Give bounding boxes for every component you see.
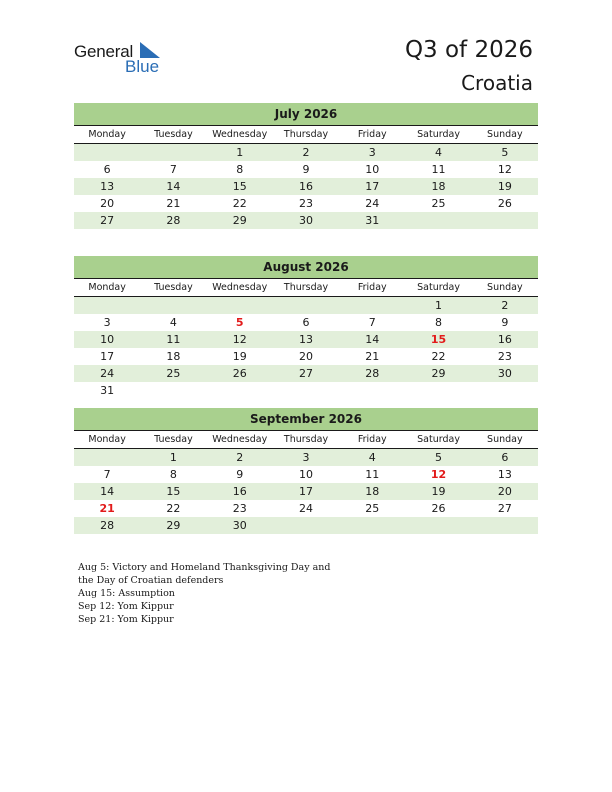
day-cell: 25: [431, 197, 446, 210]
week-row: [74, 483, 538, 500]
day-cell: 28: [166, 214, 181, 227]
week-row: [74, 212, 538, 229]
day-cell: 22: [232, 197, 247, 210]
day-cell: 14: [365, 333, 380, 346]
day-cell: 13: [497, 468, 512, 481]
weekday-label: Saturday: [417, 129, 460, 140]
day-cell: 11: [166, 333, 181, 346]
week-row: [74, 195, 538, 212]
day-cell: 2: [236, 451, 244, 464]
day-cell: 22: [431, 350, 446, 363]
day-cell: [273, 382, 339, 399]
day-cell: [74, 449, 140, 466]
day-cell: 5: [235, 316, 244, 329]
weekday-label: Saturday: [417, 434, 460, 445]
day-cell: 27: [497, 502, 512, 515]
logo-word-blue: Blue: [125, 57, 160, 76]
day-cell: 18: [166, 350, 181, 363]
day-cell: 23: [232, 502, 247, 515]
day-cell: 15: [430, 333, 447, 346]
day-cell: 16: [497, 333, 512, 346]
day-cell: 20: [100, 197, 115, 210]
day-cell: 8: [435, 316, 443, 329]
weekday-label: Sunday: [487, 282, 523, 293]
day-cell: 16: [298, 180, 313, 193]
day-cell: 8: [169, 468, 177, 481]
month-title: July 2026: [74, 103, 538, 126]
day-cell: 21: [365, 350, 380, 363]
day-cell: [472, 382, 538, 399]
month-calendar-july: [74, 103, 538, 229]
weekday-header-row: [74, 126, 538, 144]
day-cell: 17: [298, 485, 313, 498]
week-row: [74, 161, 538, 178]
logo-word-general: General: [74, 42, 134, 61]
day-cell: 4: [368, 451, 376, 464]
day-cell: 30: [298, 214, 313, 227]
day-cell: 26: [232, 367, 247, 380]
day-cell: [74, 144, 140, 161]
day-cell: 3: [368, 146, 376, 159]
weekday-header-row: [74, 431, 538, 449]
weekday-label: Sunday: [487, 434, 523, 445]
weekday-label: Thursday: [283, 282, 329, 293]
day-cell: [140, 382, 206, 399]
weekday-label: Tuesday: [154, 129, 193, 140]
day-cell: [339, 382, 405, 399]
month-title: August 2026: [74, 256, 538, 279]
week-row: [74, 178, 538, 195]
week-row: [74, 466, 538, 483]
day-cell: 15: [232, 180, 247, 193]
day-cell: 2: [501, 299, 509, 312]
weekday-label: Tuesday: [154, 434, 193, 445]
day-cell: 1: [169, 451, 177, 464]
week-row: [74, 314, 538, 331]
day-cell: [207, 297, 273, 314]
weekday-label: Thursday: [283, 434, 329, 445]
day-cell: 31: [365, 214, 380, 227]
weekday-label: Friday: [357, 434, 387, 445]
weekday-label: Wednesday: [212, 434, 268, 445]
day-cell: [339, 297, 405, 314]
day-cell: 9: [236, 468, 244, 481]
day-cell: 6: [103, 163, 111, 176]
day-cell: 29: [431, 367, 446, 380]
day-cell: 10: [365, 163, 380, 176]
day-cell: 28: [100, 519, 115, 532]
day-cell: [273, 297, 339, 314]
weekday-label: Wednesday: [212, 282, 268, 293]
day-cell: 19: [497, 180, 512, 193]
day-cell: 22: [166, 502, 181, 515]
day-cell: 10: [100, 333, 115, 346]
day-cell: 5: [501, 146, 509, 159]
country-name: Croatia: [461, 71, 533, 95]
weekday-label: Friday: [357, 282, 387, 293]
day-cell: [339, 517, 405, 534]
weekday-label: Thursday: [283, 129, 329, 140]
day-cell: 24: [298, 502, 313, 515]
day-cell: 3: [103, 316, 111, 329]
week-row: [74, 348, 538, 365]
day-cell: 12: [232, 333, 247, 346]
day-cell: 19: [431, 485, 446, 498]
day-cell: 29: [166, 519, 181, 532]
day-cell: 31: [100, 384, 115, 397]
holiday-note: Sep 21: Yom Kippur: [78, 614, 174, 625]
day-cell: 13: [298, 333, 313, 346]
day-cell: 11: [365, 468, 380, 481]
day-cell: 13: [100, 180, 115, 193]
day-cell: 7: [103, 468, 111, 481]
day-cell: 4: [435, 146, 443, 159]
day-cell: 24: [100, 367, 115, 380]
day-cell: [472, 517, 538, 534]
day-cell: [405, 382, 471, 399]
day-cell: 18: [365, 485, 380, 498]
week-row: [74, 297, 538, 314]
week-row: [74, 449, 538, 466]
day-cell: 29: [232, 214, 247, 227]
day-cell: 21: [166, 197, 181, 210]
day-cell: 14: [100, 485, 115, 498]
holiday-notes: [78, 561, 378, 626]
day-cell: 6: [501, 451, 509, 464]
day-cell: 27: [298, 367, 313, 380]
day-cell: 3: [302, 451, 310, 464]
day-cell: 11: [431, 163, 446, 176]
day-cell: 2: [302, 146, 310, 159]
day-cell: 25: [365, 502, 380, 515]
holiday-note: Aug 5: Victory and Homeland Thanksgiving Day and: [78, 562, 331, 573]
weekday-label: Sunday: [487, 129, 523, 140]
day-cell: 18: [431, 180, 446, 193]
weekday-label: Monday: [88, 434, 126, 445]
weekday-label: Wednesday: [212, 129, 268, 140]
holiday-note: Sep 12: Yom Kippur: [78, 601, 174, 612]
holiday-note: Aug 15: Assumption: [78, 588, 175, 599]
day-cell: 20: [497, 485, 512, 498]
week-row: [74, 331, 538, 348]
week-row: [74, 517, 538, 534]
day-cell: 1: [435, 299, 443, 312]
day-cell: 30: [497, 367, 512, 380]
weekday-label: Monday: [88, 282, 126, 293]
day-cell: [472, 212, 538, 229]
day-cell: 5: [435, 451, 443, 464]
day-cell: 26: [497, 197, 512, 210]
logo: [74, 40, 174, 80]
day-cell: [207, 382, 273, 399]
day-cell: 8: [236, 163, 244, 176]
day-cell: 27: [100, 214, 115, 227]
weekday-label: Friday: [357, 129, 387, 140]
week-row: [74, 144, 538, 161]
day-cell: [140, 144, 206, 161]
day-cell: [405, 212, 471, 229]
day-cell: 20: [298, 350, 313, 363]
day-cell: 9: [501, 316, 509, 329]
day-cell: 19: [232, 350, 247, 363]
month-calendar-september: [74, 408, 538, 534]
day-cell: [273, 517, 339, 534]
holiday-note: the Day of Croatian defenders: [78, 575, 224, 586]
month-title: September 2026: [74, 408, 538, 431]
day-cell: 25: [166, 367, 181, 380]
day-cell: [74, 297, 140, 314]
day-cell: [405, 517, 471, 534]
day-cell: 17: [100, 350, 115, 363]
weekday-header-row: [74, 279, 538, 297]
day-cell: 7: [368, 316, 376, 329]
day-cell: 12: [497, 163, 512, 176]
day-cell: 26: [431, 502, 446, 515]
week-row: [74, 500, 538, 517]
day-cell: 24: [365, 197, 380, 210]
day-cell: 4: [169, 316, 177, 329]
day-cell: 28: [365, 367, 380, 380]
day-cell: 17: [365, 180, 380, 193]
day-cell: 23: [497, 350, 512, 363]
day-cell: 6: [302, 316, 310, 329]
day-cell: 1: [236, 146, 244, 159]
day-cell: 14: [166, 180, 181, 193]
page-title: Q3 of 2026: [404, 37, 533, 63]
day-cell: 10: [298, 468, 313, 481]
day-cell: 15: [166, 485, 181, 498]
day-cell: [140, 297, 206, 314]
day-cell: 9: [302, 163, 310, 176]
week-row: [74, 365, 538, 382]
weekday-label: Monday: [88, 129, 126, 140]
weekday-label: Tuesday: [154, 282, 193, 293]
day-cell: 30: [232, 519, 247, 532]
weekday-label: Saturday: [417, 282, 460, 293]
day-cell: 12: [430, 468, 447, 481]
day-cell: 21: [99, 502, 115, 515]
month-calendar-august: [74, 256, 538, 399]
day-cell: 7: [169, 163, 177, 176]
week-row: [74, 382, 538, 399]
day-cell: 16: [232, 485, 247, 498]
day-cell: 23: [298, 197, 313, 210]
